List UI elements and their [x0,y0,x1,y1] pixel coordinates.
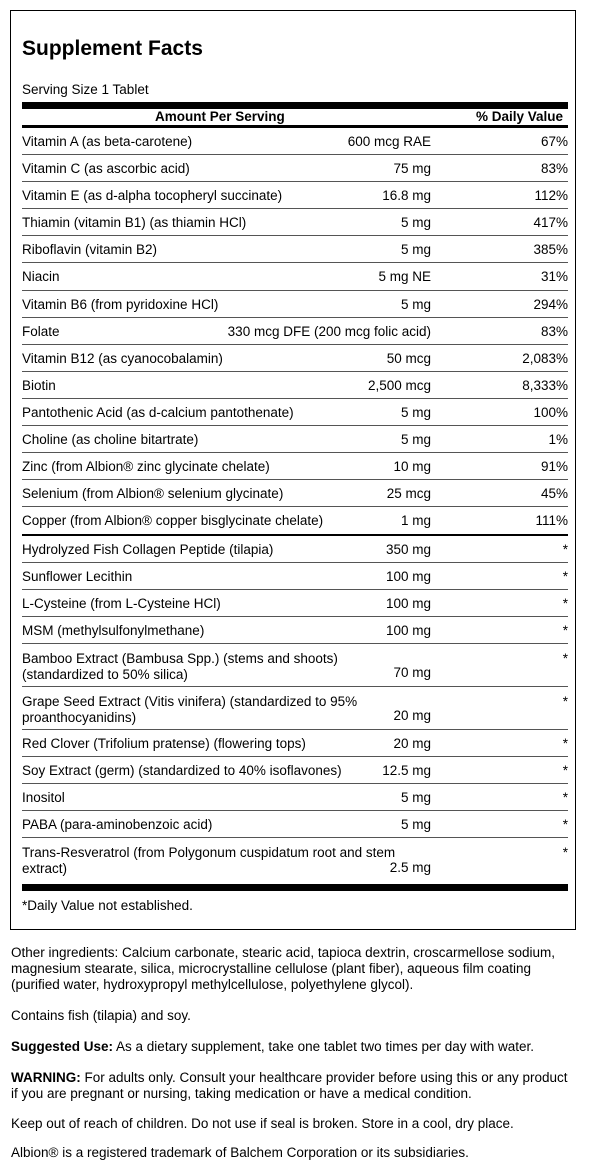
nutrient-row [22,372,568,399]
nutrient-row [22,590,568,617]
table-header [22,109,568,125]
nutrient-daily-value: 417% [533,215,568,231]
warning-text: For adults only. Consult your healthcare provider before using this or any product if you are pregnant or nursing, taking medication or have a medical condition. [11,1070,568,1101]
nutrient-name: Grape Seed Extract (Vitis vinifera) (standardized to 95% proanthocyanidins) [22,694,358,726]
nutrient-amount: 16.8 mg [382,188,431,204]
supplement-facts-panel [10,10,576,930]
nutrient-row [22,617,568,644]
nutrient-amount: 5 mg [400,242,431,258]
nutrient-daily-value: 1% [548,432,568,448]
nutrient-row [22,263,568,290]
nutrient-name: Vitamin B6 (from pyridoxine HCl) [22,296,219,312]
nutrient-row [22,345,568,372]
nutrient-name: Sunflower Lecithin [22,569,133,585]
nutrient-daily-value: 294% [533,296,568,312]
nutrient-amount: 5 mg [400,296,431,312]
header-amount: Amount Per Serving [155,109,285,124]
nutrient-amount: 70 mg [393,665,431,681]
nutrient-daily-value: * [562,845,568,861]
nutrient-name: Riboflavin (vitamin B2) [22,242,158,258]
nutrient-daily-value: 100% [533,404,568,420]
nutrient-row [22,563,568,590]
nutrient-daily-value: * [562,763,568,779]
warning-label: WARNING: [11,1070,81,1085]
nutrient-daily-value: 2,083% [522,350,568,366]
nutrient-row [22,291,568,318]
nutrient-amount: 5 mg [400,790,431,806]
nutrient-amount: 25 mcg [386,486,431,502]
nutrient-amount: 1 mg [400,513,431,529]
nutrient-amount: 20 mg [393,736,431,752]
nutrient-daily-value: * [562,569,568,585]
nutrient-name: Thiamin (vitamin B1) (as thiamin HCl) [22,215,247,231]
nutrient-daily-value: 31% [540,269,568,285]
nutrient-name: Zinc (from Albion® zinc glycinate chelate) [22,459,270,475]
nutrient-name: Soy Extract (germ) (standardized to 40% isoflavones) [22,763,342,779]
nutrient-row [22,730,568,757]
nutrient-name: Pantothenic Acid (as d-calcium pantothenate) [22,404,294,420]
nutrient-amount: 50 mcg [386,350,431,366]
allergen-statement: Contains fish (tilapia) and soy. [11,1008,191,1023]
nutrient-daily-value: 8,333% [522,377,568,393]
nutrient-name: MSM (methylsulfonylmethane) [22,623,205,639]
suggested-use-text: As a dietary supplement, take one tablet two times per day with water. [113,1039,535,1054]
nutrient-name: Bamboo Extract (Bambusa Spp.) (stems and shoots) (standardized to 50% silica) [22,651,338,683]
nutrient-name: Niacin [22,269,60,285]
nutrient-daily-value: 112% [534,188,568,204]
nutrient-amount: 100 mg [385,569,431,585]
nutrient-name: Vitamin E (as d-alpha tocopheryl succinate) [22,188,283,204]
nutrient-daily-value: * [562,651,568,667]
nutrient-rows [22,128,568,881]
nutrient-name: L-Cysteine (from L-Cysteine HCl) [22,596,221,612]
nutrient-row [22,480,568,507]
nutrient-amount: 350 mg [385,542,431,558]
nutrient-daily-value: * [562,817,568,833]
footnote: *Daily Value not established. [22,898,193,913]
nutrient-daily-value: 111% [535,513,568,529]
nutrient-daily-value: * [562,596,568,612]
nutrient-amount: 330 mcg DFE (200 mcg folic acid) [227,323,431,339]
nutrient-row [22,784,568,811]
nutrient-name: Vitamin B12 (as cyanocobalamin) [22,350,223,366]
nutrient-amount: 2,500 mcg [367,377,431,393]
nutrient-row [22,687,568,730]
nutrient-daily-value: 91% [540,459,568,475]
nutrient-row [22,536,568,563]
nutrient-name: Vitamin A (as beta-carotene) [22,134,193,149]
nutrient-name: Vitamin C (as ascorbic acid) [22,161,190,177]
nutrient-row [22,318,568,345]
nutrient-name: Copper (from Albion® copper bisglycinate chelate) [22,513,324,529]
nutrient-amount: 5 mg [400,215,431,231]
serving-size: Serving Size 1 Tablet [22,82,149,97]
nutrient-daily-value: 45% [540,486,568,502]
suggested-use-label: Suggested Use: [11,1039,114,1054]
nutrient-row [22,182,568,209]
storage-statement: Keep out of reach of children. Do not use if seal is broken. Store in a cool, dry place. [11,1116,514,1131]
nutrient-row [22,209,568,236]
warning [11,1070,577,1102]
nutrient-amount: 75 mg [393,161,431,177]
nutrient-name: Red Clover (Trifolium pratense) (flowering tops) [22,736,306,752]
nutrient-daily-value: * [562,542,568,558]
nutrient-name: Trans-Resveratrol (from Polygonum cuspidatum root and stem extract) [22,845,396,877]
nutrient-daily-value: 67% [540,134,568,149]
nutrient-row [22,236,568,263]
nutrient-amount: 2.5 mg [389,860,431,876]
other-ingredients: Other ingredients: Calcium carbonate, stearic acid, tapioca dextrin, croscarmellose sodium, magnesium stearate, silica, microcrystalline cellulose (plant fiber), aqueous film coating (purified water, hydroxypropyl methylcellulose, polyethylene glycol). [11,945,555,992]
nutrient-row [22,128,568,155]
nutrient-name: Selenium (from Albion® selenium glycinate) [22,486,284,502]
nutrient-name: PABA (para-aminobenzoic acid) [22,817,213,833]
trademark-statement: Albion® is a registered trademark of Balchem Corporation or its subsidiaries. [11,1145,469,1160]
nutrient-daily-value: 83% [540,161,568,177]
nutrient-amount: 12.5 mg [382,763,431,779]
nutrient-daily-value: 83% [540,323,568,339]
nutrient-name: Folate [22,323,60,339]
suggested-use [11,1039,577,1055]
nutrient-amount: 5 mg NE [378,269,431,285]
nutrient-row [22,644,568,687]
nutrient-row [22,399,568,426]
nutrient-row [22,507,568,534]
nutrient-amount: 600 mcg RAE [347,134,431,149]
nutrient-name: Biotin [22,377,56,393]
nutrient-row [22,838,568,881]
nutrient-daily-value: * [562,694,568,710]
nutrient-name: Hydrolyzed Fish Collagen Peptide (tilapia) [22,542,274,558]
nutrient-row [22,155,568,182]
bottom-thick-rule [22,884,568,891]
nutrient-row [22,453,568,480]
nutrient-row [22,757,568,784]
nutrient-row [22,426,568,453]
nutrient-name: Choline (as choline bitartrate) [22,432,199,448]
nutrient-daily-value: * [562,736,568,752]
nutrient-amount: 10 mg [393,459,431,475]
nutrient-daily-value: * [562,790,568,806]
nutrient-amount: 100 mg [385,596,431,612]
nutrient-amount: 20 mg [393,708,431,724]
nutrient-daily-value: 385% [533,242,568,258]
nutrient-amount: 100 mg [385,623,431,639]
nutrient-daily-value: * [562,623,568,639]
nutrient-amount: 5 mg [400,817,431,833]
nutrient-name: Inositol [22,790,65,806]
header-daily-value: % Daily Value [475,109,563,124]
panel-title: Supplement Facts [22,37,203,60]
top-thick-rule [22,102,568,109]
nutrient-row [22,811,568,838]
nutrient-amount: 5 mg [400,404,431,420]
nutrient-amount: 5 mg [400,432,431,448]
